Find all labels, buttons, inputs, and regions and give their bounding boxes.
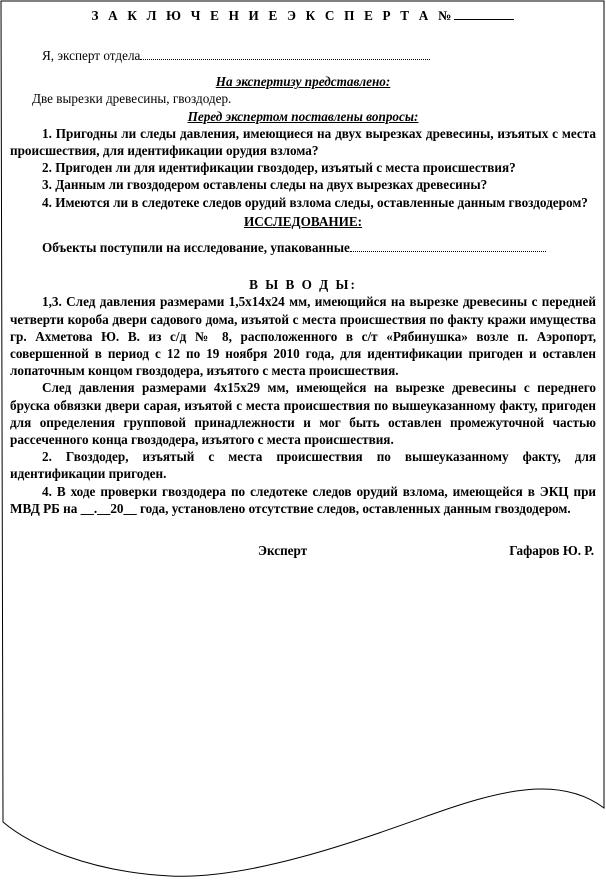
question-item: 2. Пригоден ли для идентификации гвоздодер, изъятый с места происшествия? [42, 160, 516, 176]
dotted-fill-line [350, 239, 546, 252]
question-item: 3. Данным ли гвоздодером оставлены следы на двух вырезках древесины? [42, 177, 488, 193]
conclusion-item: 1,3. След давления размерами 1,5х14х24 мм, имеющийся на вырезке древесины с передней четверти короба двери садового дома, изъятой с места происшествия по факту кражи имущества гр. Ахметова Ю. В. из с/д № 8, расположенного в с/т «Рябинушка» возле п. Аэропорт, совершенной в период с 12 по 19 ноября 2010 года, для идентификации пригоден и оставлен лопаточным концом гвоздодера, изъятого с места происшествия. [10, 294, 596, 379]
question-item: 4. Имеются ли в следотеке следов орудий взлома следы, оставленные данным гвоздодером? [42, 194, 588, 210]
signature-name: Гафаров Ю. Р. [509, 543, 594, 559]
intro-line [10, 47, 596, 64]
document-title [10, 6, 596, 24]
research-text: Объекты поступили на исследование, упакованные [42, 240, 350, 256]
expert-conclusion-document [10, 6, 596, 559]
submitted-heading: На экспертизу представлено: [215, 74, 391, 90]
questions-heading: Перед экспертом поставлены вопросы: [187, 108, 419, 124]
title-text: З А К Л Ю Ч Е Н И Е Э К С П Е Р Т А № [91, 8, 455, 23]
conclusion-item: След давления размерами 4х15х29 мм, имеющейся на вырезке древесины с переднего бруска обвязки двери сарая, изъятой с места происшествия по вышеуказанному факту, пригоден для определения групповой принадлежности и мог быть оставлен промежуточной частью рассеченного конца гвоздодера, изъятого с места происшествия. [10, 380, 596, 448]
conclusion-item: 2. Гвоздодер, изъятый с места происшествия по вышеуказанному факту, для идентификации пригоден. [10, 449, 596, 482]
number-blank-line [454, 6, 514, 20]
question-item: 1. Пригодны ли следы давления, имеющиеся на двух вырезках древесины, изъятых с места происшествия, для идентификации орудия взлома? [10, 125, 596, 159]
research-line [10, 239, 596, 256]
research-heading: ИССЛЕДОВАНИЕ: [243, 213, 363, 229]
intro-text: Я, эксперт отдела [42, 48, 141, 63]
signature-row [10, 542, 596, 559]
signature-label: Эксперт [258, 543, 308, 559]
submitted-text: Две вырезки древесины, гвоздодер. [32, 91, 232, 107]
conclusion-item: 4. В ходе проверки гвоздодера по следотеке следов орудий взлома, имеющейся в ЭКЦ при МВД РБ на __.__20__ года, установлено отсутствие следов, оставленных данным гвоздодером. [10, 483, 596, 516]
conclusions-heading: В Ы В О Д Ы: [249, 277, 357, 293]
dotted-fill-line [140, 47, 430, 60]
